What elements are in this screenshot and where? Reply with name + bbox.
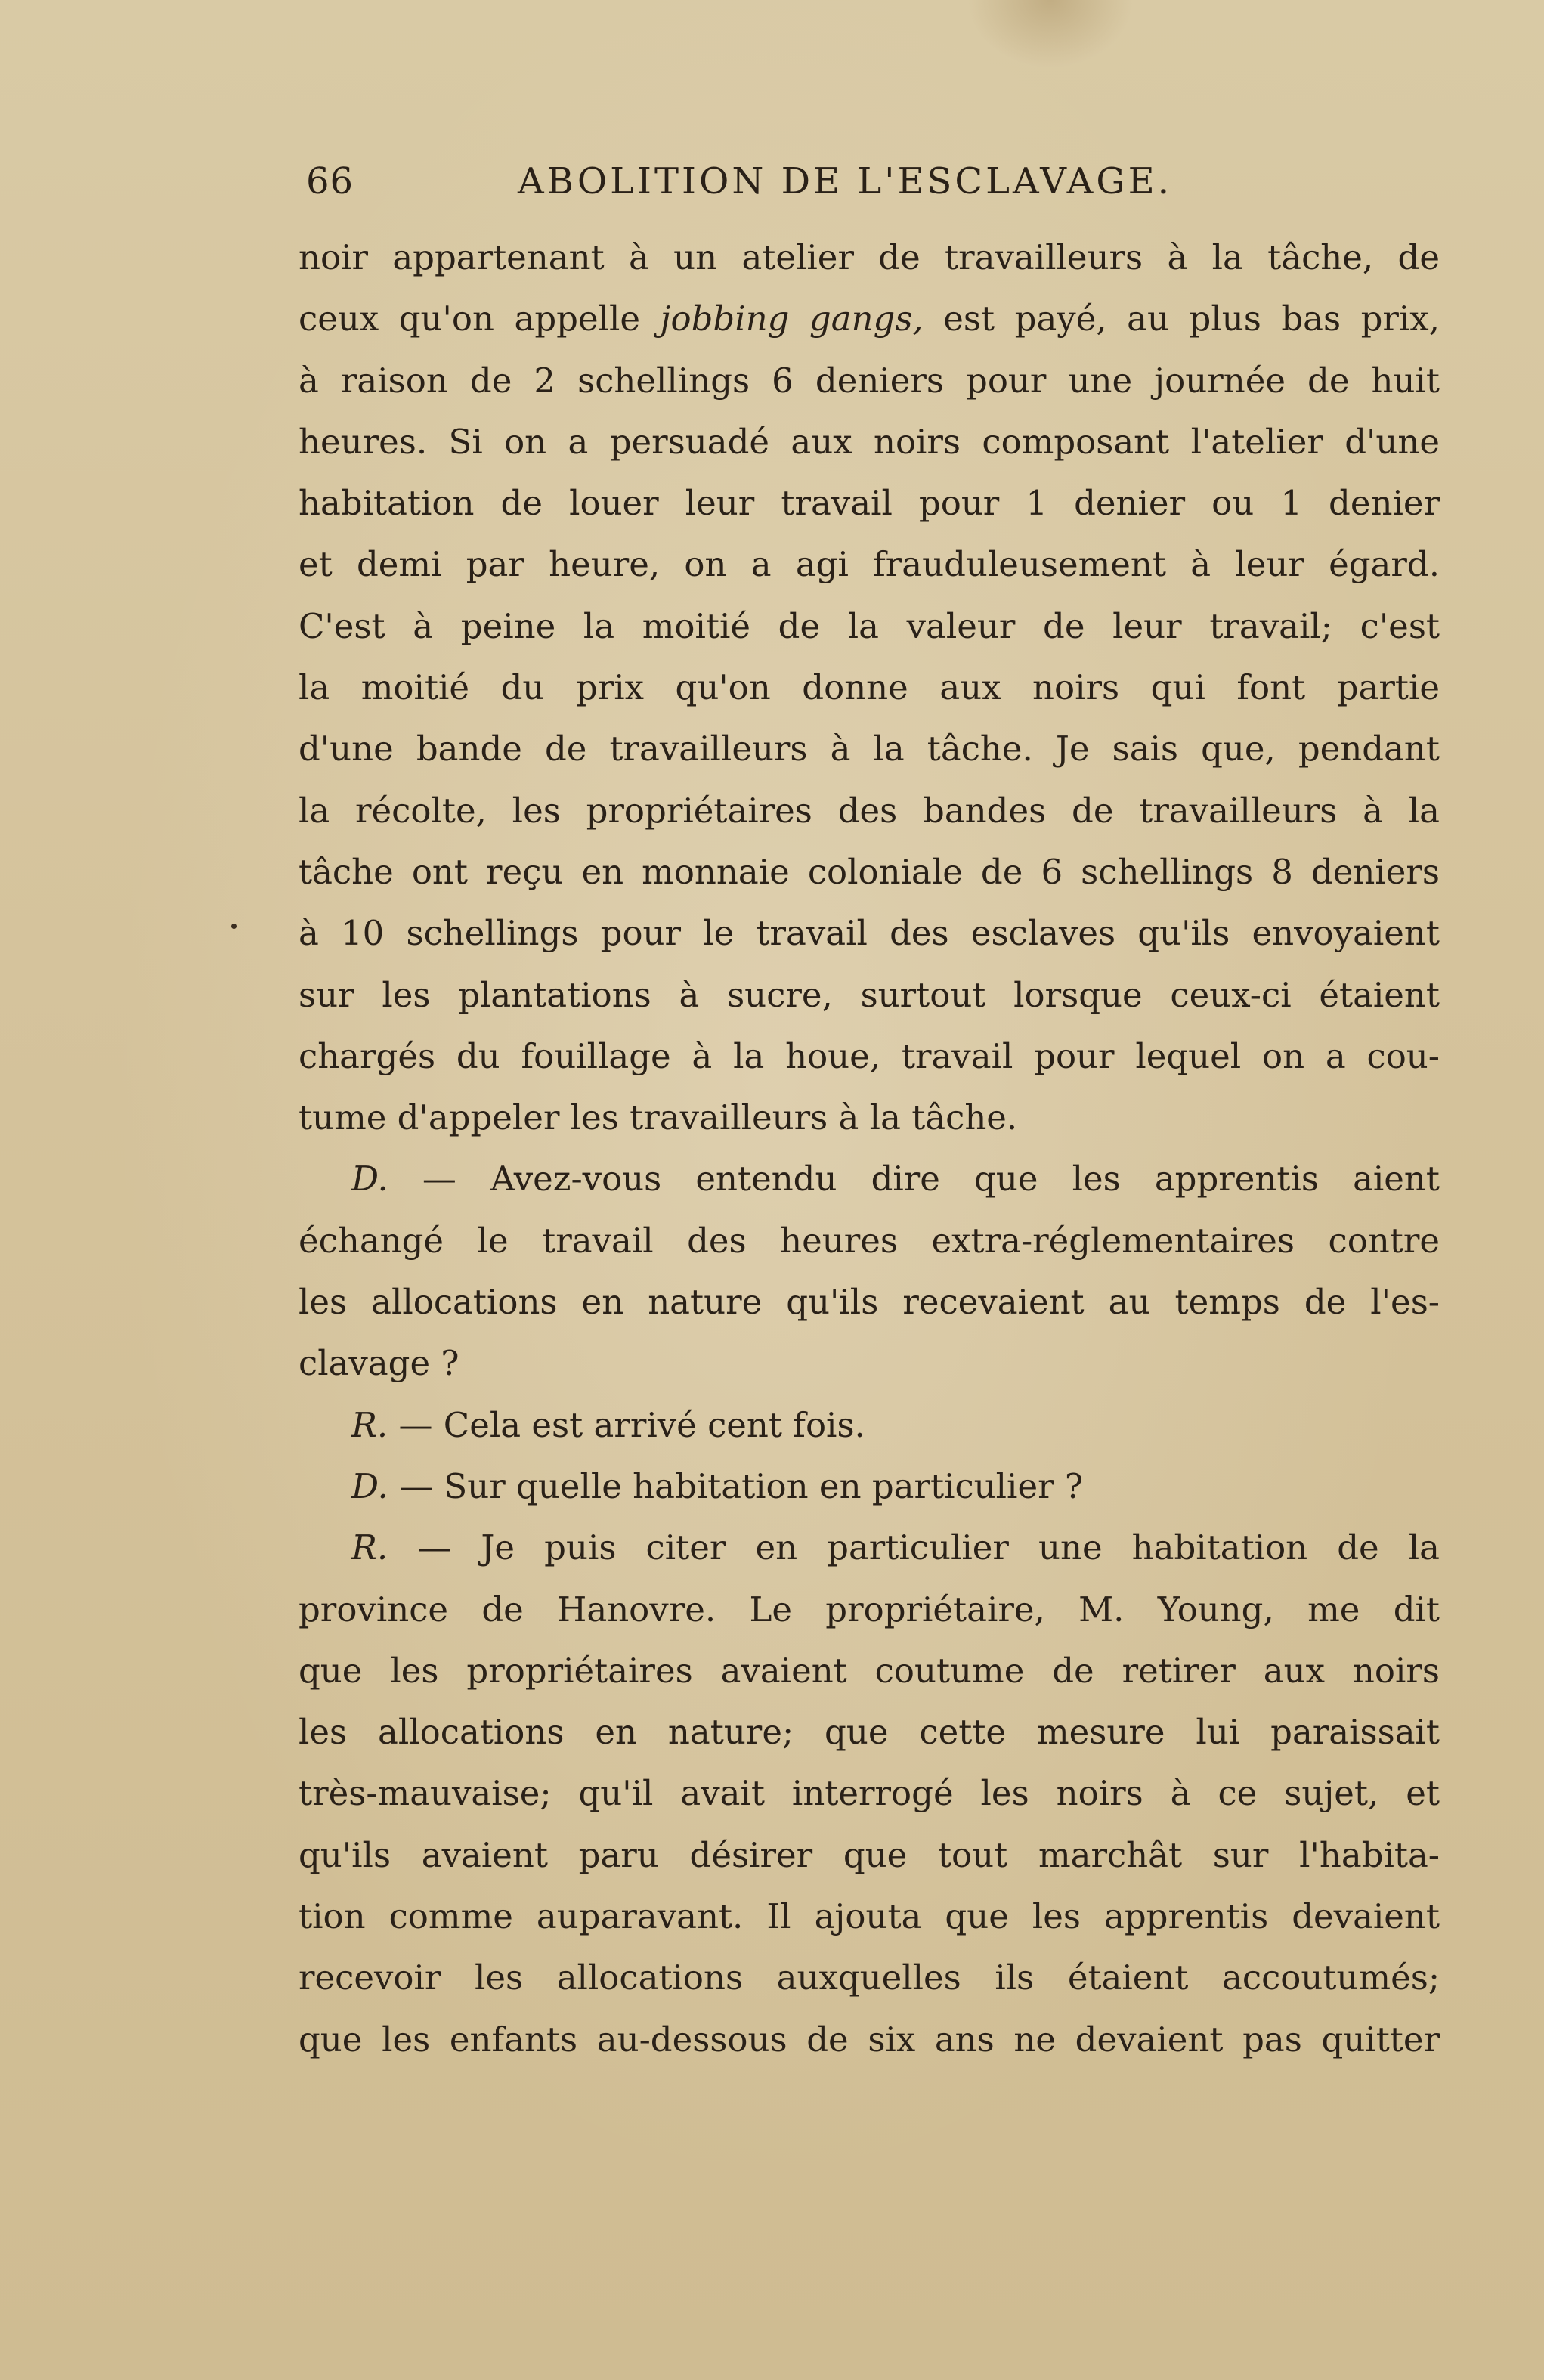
page-number: 66: [306, 160, 354, 203]
text-line: heures. Si on a persuadé aux noirs composant l'atelier d'une: [299, 421, 1440, 462]
text-line: très-mauvaise; qu'il avait interrogé les noirs à ce sujet, et: [299, 1773, 1440, 1814]
text-line: les allocations en nature; que cette mesure lui paraissait: [299, 1712, 1440, 1753]
text-line: la moitié du prix qu'on donne aux noirs qui font partie: [299, 667, 1440, 708]
speaker-label: D.: [351, 1465, 388, 1506]
question-line: [299, 1148, 1440, 1209]
body-text: [299, 227, 1440, 2070]
text-line: les allocations en nature qu'ils recevaient au temps de l'es-: [299, 1282, 1440, 1323]
text-line: sur les plantations à sucre, surtout lorsque ceux-ci étaient: [299, 974, 1440, 1015]
text-fragment: est payé, au plus bas prix,: [943, 299, 1440, 339]
text-fragment: — Sur quelle habitation en particulier ?: [399, 1465, 1084, 1506]
text-line: à raison de 2 schellings 6 deniers pour une journée de huit: [299, 360, 1440, 401]
text-line: d'une bande de travailleurs à la tâche. Je sais que, pendant: [299, 729, 1440, 769]
text-line: clavage ?: [299, 1343, 459, 1384]
answer-line: [299, 1517, 1440, 1578]
page-header: [306, 160, 1228, 213]
italic-term: jobbing gangs,: [660, 299, 924, 339]
text-line: [299, 288, 1440, 349]
text-line: que les enfants au-dessous de six ans ne devaient pas quitter: [299, 2019, 1440, 2060]
question-line: [299, 1456, 1440, 1517]
text-fragment: — Cela est arrivé cent fois.: [398, 1404, 865, 1445]
answer-line: [299, 1394, 1440, 1456]
text-line: tâche ont reçu en monnaie coloniale de 6 schellings 8 deniers: [299, 851, 1440, 892]
speaker-label: R.: [351, 1404, 388, 1445]
running-title: ABOLITION DE L'ESCLAVAGE.: [518, 160, 1172, 203]
text-line: chargés du fouillage à la houe, travail pour lequel on a cou-: [299, 1035, 1440, 1076]
text-line: tion comme auparavant. Il ajouta que les apprentis devaient: [299, 1896, 1440, 1937]
text-line: à 10 schellings pour le travail des esclaves qu'ils envoyaient: [299, 913, 1440, 954]
text-fragment: — Avez-vous entendu dire que les apprentis aient: [422, 1159, 1440, 1199]
text-line: habitation de louer leur travail pour 1 denier ou 1 denier: [299, 483, 1440, 524]
text-line: que les propriétaires avaient coutume de retirer aux noirs: [299, 1650, 1440, 1691]
text-fragment: ceux qu'on appelle: [299, 299, 640, 339]
text-line: C'est à peine la moitié de la valeur de leur travail; c'est: [299, 605, 1440, 646]
text-line: tume d'appeler les travailleurs à la tâche.: [299, 1097, 1018, 1138]
speaker-label: D.: [351, 1159, 388, 1199]
text-line: qu'ils avaient paru désirer que tout marchât sur l'habita-: [299, 1834, 1440, 1875]
text-line: recevoir les allocations auxquelles ils étaient accoutumés;: [299, 1958, 1440, 1998]
speaker-label: R.: [351, 1527, 388, 1568]
text-line: noir appartenant à un atelier de travailleurs à la tâche, de: [299, 237, 1440, 277]
text-line: échangé le travail des heures extra-réglementaires contre: [299, 1220, 1440, 1261]
text-line: la récolte, les propriétaires des bandes de travailleurs à la: [299, 790, 1440, 831]
text-fragment: — Je puis citer en particulier une habitation de la: [417, 1527, 1440, 1568]
margin-mark: [231, 924, 237, 929]
text-line: province de Hanovre. Le propriétaire, M. Young, me dit: [299, 1589, 1440, 1629]
text-line: et demi par heure, on a agi frauduleusement à leur égard.: [299, 544, 1440, 585]
paper-stain: [967, 0, 1134, 68]
